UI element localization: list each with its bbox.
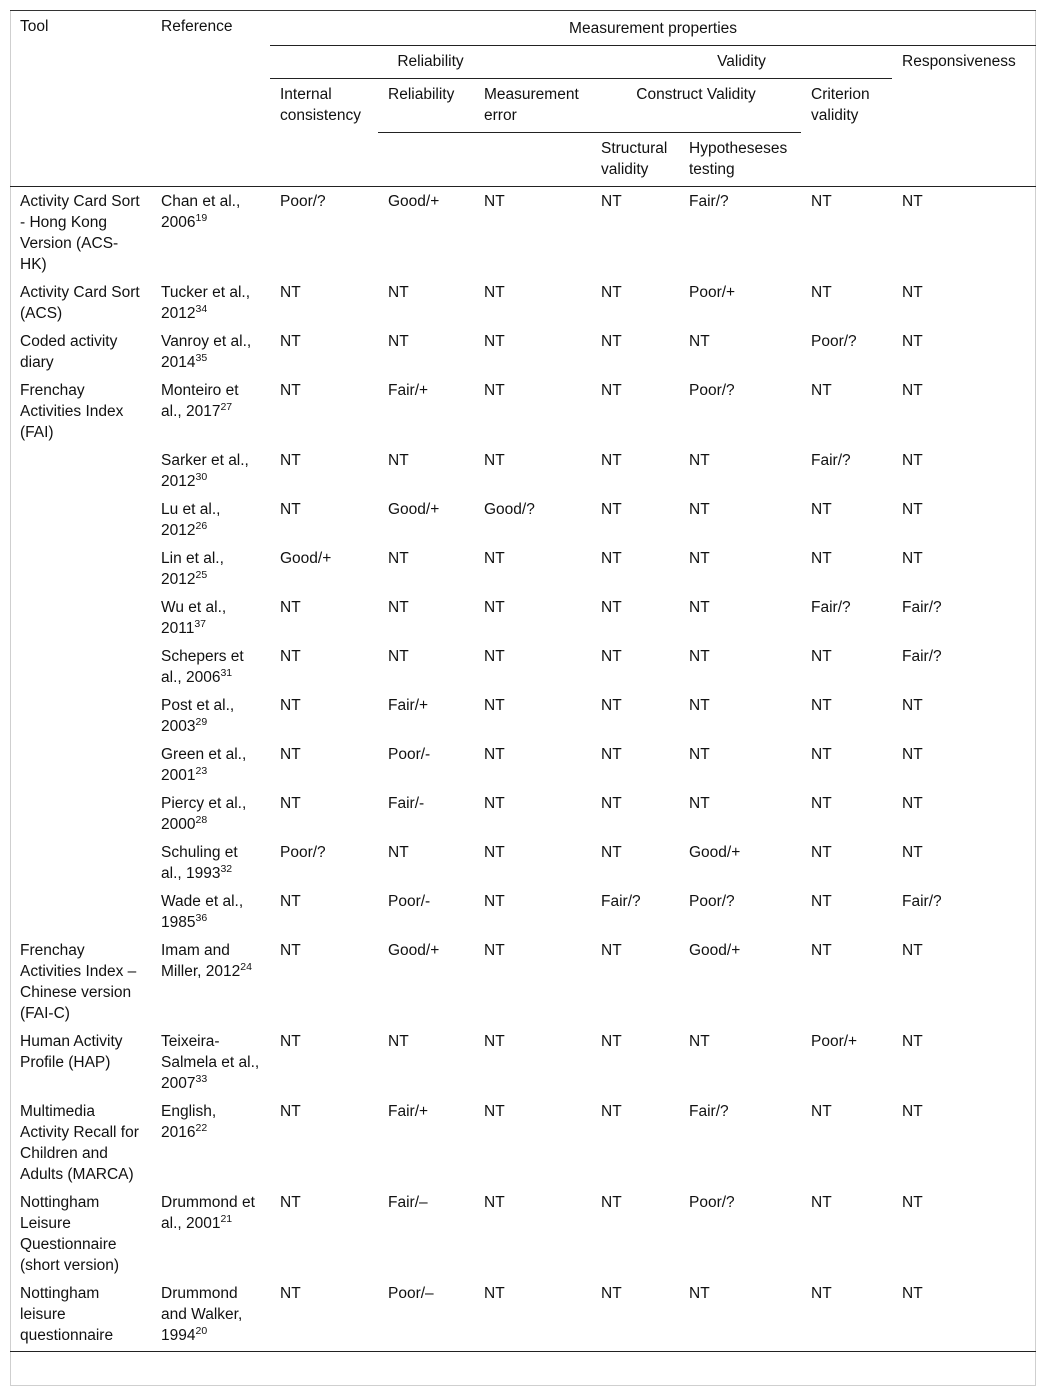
reference-text: Tucker et al., 2012: [161, 284, 251, 322]
table-row: [10, 278, 1036, 327]
structural-validity-cell: Fair/?: [601, 893, 641, 910]
table-row: [10, 187, 1036, 279]
reference-text: Post et al., 2003: [161, 697, 235, 735]
citation-number: 32: [220, 862, 233, 875]
reference-text: Sarker et al., 2012: [161, 452, 249, 490]
table-row: [10, 446, 1036, 495]
tool-cell: Multimedia Activity Recall for Children and Adults (MARCA): [20, 1103, 139, 1183]
header-validity-group: Validity: [591, 46, 892, 79]
structural-validity-cell: NT: [601, 844, 622, 861]
header-reliability: Reliability: [378, 79, 474, 133]
hypotheses-testing-cell: NT: [689, 550, 710, 567]
criterion-validity-cell: NT: [811, 746, 832, 763]
structural-validity-cell: NT: [601, 1194, 622, 1211]
citation-number: 26: [195, 519, 208, 532]
header-criterion-validity: Criterion validity: [801, 79, 892, 187]
reference-cell: [151, 544, 270, 593]
reliability-cell: Poor/-: [388, 893, 431, 910]
internal-consistency-cell: NT: [280, 697, 301, 714]
reference-cell: [151, 593, 270, 642]
responsiveness-cell: NT: [902, 193, 923, 210]
internal-consistency-cell: NT: [280, 599, 301, 616]
criterion-validity-cell: NT: [811, 550, 832, 567]
structural-validity-cell: NT: [601, 697, 622, 714]
tool-cell: [10, 838, 151, 887]
table-row: [10, 887, 1036, 936]
header-reliability-group: Reliability: [270, 46, 591, 79]
citation-number: 21: [220, 1212, 233, 1225]
criterion-validity-cell: NT: [811, 844, 832, 861]
criterion-validity-cell: NT: [811, 795, 832, 812]
header-measurement-properties: Measurement properties: [270, 11, 1036, 46]
criterion-validity-cell: NT: [811, 382, 832, 399]
criterion-validity-cell: Poor/+: [811, 1033, 858, 1050]
citation-number: 20: [195, 1324, 208, 1337]
tool-cell: Coded activity diary: [20, 333, 118, 371]
hypotheses-testing-cell: NT: [689, 697, 710, 714]
table-row: [10, 544, 1036, 593]
reference-text: Schepers et al., 2006: [161, 648, 244, 686]
hypotheses-testing-cell: NT: [679, 1279, 801, 1352]
measurement-error-cell: Good/?: [484, 501, 535, 518]
tool-cell: [10, 495, 151, 544]
internal-consistency-cell: Poor/?: [280, 844, 326, 861]
criterion-validity-cell: NT: [811, 193, 832, 210]
internal-consistency-cell: NT: [280, 1103, 301, 1120]
internal-consistency-cell: NT: [280, 382, 301, 399]
reference-cell: [151, 187, 270, 279]
table-row: [10, 1188, 1036, 1279]
responsiveness-cell: NT: [902, 550, 923, 567]
reliability-cell: NT: [388, 284, 409, 301]
reference-text: Wu et al., 2011: [161, 599, 227, 637]
criterion-validity-cell: NT: [811, 284, 832, 301]
structural-validity-cell: NT: [601, 284, 622, 301]
responsiveness-cell: NT: [902, 697, 923, 714]
table-row: [10, 593, 1036, 642]
criterion-validity-cell: NT: [811, 648, 832, 665]
responsiveness-cell: Fair/?: [902, 893, 942, 910]
hypotheses-testing-cell: NT: [689, 599, 710, 616]
measurement-error-cell: NT: [484, 193, 505, 210]
internal-consistency-cell: NT: [280, 284, 301, 301]
reliability-cell: Fair/-: [388, 795, 425, 812]
hypotheses-testing-cell: Good/+: [689, 942, 741, 959]
structural-validity-cell: NT: [601, 746, 622, 763]
reference-text: Chan et al., 2006: [161, 193, 241, 231]
criterion-validity-cell: Fair/?: [811, 452, 851, 469]
hypotheses-testing-cell: NT: [689, 333, 710, 350]
reference-text: Lin et al., 2012: [161, 550, 224, 588]
table-body: [10, 187, 1036, 1352]
internal-consistency-cell: NT: [280, 452, 301, 469]
citation-number: 25: [195, 568, 208, 581]
tool-cell: Human Activity Profile (HAP): [20, 1033, 123, 1071]
responsiveness-cell: NT: [902, 1103, 923, 1120]
measurement-error-cell: NT: [484, 333, 505, 350]
reference-cell: [151, 376, 270, 446]
citation-number: 23: [195, 764, 208, 777]
criterion-validity-cell: Fair/?: [811, 599, 851, 616]
reliability-cell: Good/+: [388, 501, 440, 518]
criterion-validity-cell: NT: [811, 501, 832, 518]
internal-consistency-cell: Good/+: [280, 550, 332, 567]
reliability-cell: NT: [388, 550, 409, 567]
measurement-error-cell: NT: [484, 844, 505, 861]
measurement-error-cell: NT: [484, 795, 505, 812]
header-reference: Reference: [151, 11, 270, 187]
hypotheses-testing-cell: NT: [689, 648, 710, 665]
table-row: [10, 691, 1036, 740]
reference-cell: [151, 740, 270, 789]
header-measurement-error: Measurement error: [474, 79, 591, 133]
criterion-validity-cell: Poor/?: [811, 333, 857, 350]
reference-text: Schuling et al., 1993: [161, 844, 238, 882]
table-row: [10, 495, 1036, 544]
structural-validity-cell: NT: [591, 1279, 679, 1352]
reliability-cell: Fair/+: [388, 1103, 429, 1120]
citation-number: 22: [195, 1121, 208, 1134]
hypotheses-testing-cell: Good/+: [689, 844, 741, 861]
header-empty-reliability: [378, 133, 474, 187]
reliability-cell: Poor/–: [378, 1279, 474, 1352]
measurement-error-cell: NT: [484, 599, 505, 616]
responsiveness-cell: NT: [902, 746, 923, 763]
hypotheses-testing-cell: Poor/?: [689, 382, 735, 399]
structural-validity-cell: NT: [601, 193, 622, 210]
criterion-validity-cell: NT: [811, 893, 832, 910]
structural-validity-cell: NT: [601, 942, 622, 959]
citation-number: 34: [195, 302, 208, 315]
structural-validity-cell: NT: [601, 795, 622, 812]
internal-consistency-cell: NT: [270, 1279, 378, 1352]
citation-number: 28: [195, 813, 208, 826]
responsiveness-cell: NT: [902, 795, 923, 812]
reference-cell: [151, 1279, 270, 1352]
criterion-validity-cell: NT: [811, 697, 832, 714]
measurement-error-cell: NT: [484, 1033, 505, 1050]
internal-consistency-cell: NT: [280, 1033, 301, 1050]
tool-cell: [10, 740, 151, 789]
structural-validity-cell: NT: [601, 648, 622, 665]
hypotheses-testing-cell: NT: [689, 795, 710, 812]
reference-cell: [151, 1188, 270, 1279]
criterion-validity-cell: NT: [811, 1194, 832, 1211]
citation-number: 19: [195, 211, 208, 224]
hypotheses-testing-cell: NT: [689, 746, 710, 763]
reference-cell: [151, 789, 270, 838]
structural-validity-cell: NT: [601, 550, 622, 567]
tool-cell: [10, 593, 151, 642]
measurement-error-cell: NT: [474, 1279, 591, 1352]
table-row: [10, 740, 1036, 789]
measurement-error-cell: NT: [484, 648, 505, 665]
measurement-error-cell: NT: [484, 382, 505, 399]
hypotheses-testing-cell: Fair/?: [689, 1103, 729, 1120]
reference-cell: [151, 691, 270, 740]
reference-text: Teixeira-Salmela et al., 2007: [161, 1033, 260, 1092]
hypotheses-testing-cell: NT: [689, 452, 710, 469]
internal-consistency-cell: NT: [280, 648, 301, 665]
table-row: [10, 936, 1036, 1027]
responsiveness-cell: NT: [902, 382, 923, 399]
structural-validity-cell: NT: [601, 1033, 622, 1050]
table-row: [10, 642, 1036, 691]
reference-cell: [151, 446, 270, 495]
internal-consistency-cell: NT: [280, 942, 301, 959]
internal-consistency-cell: Poor/?: [280, 193, 326, 210]
responsiveness-cell: NT: [902, 844, 923, 861]
structural-validity-cell: NT: [601, 333, 622, 350]
reliability-cell: Fair/+: [388, 697, 429, 714]
tool-cell: [10, 544, 151, 593]
tool-cell: Nottingham Leisure Questionnaire (short version): [20, 1194, 120, 1274]
tool-cell: [10, 446, 151, 495]
measurement-error-cell: NT: [484, 452, 505, 469]
reliability-cell: Poor/-: [388, 746, 431, 763]
reference-cell: [151, 936, 270, 1027]
reference-text: Drummond et al., 2001: [161, 1194, 255, 1232]
tool-cell: Frenchay Activities Index (FAI): [20, 382, 124, 441]
hypotheses-testing-cell: Poor/?: [689, 1194, 735, 1211]
table-row: [10, 1027, 1036, 1097]
citation-number: 37: [194, 617, 207, 630]
reference-text: Wade et al., 1985: [161, 893, 244, 931]
header-empty-measurement-error: [474, 133, 591, 187]
header-structural-validity: Structural validity: [591, 133, 679, 187]
internal-consistency-cell: NT: [280, 1194, 301, 1211]
responsiveness-cell: Fair/?: [902, 648, 942, 665]
table-row: [10, 1097, 1036, 1188]
reliability-cell: Fair/+: [388, 382, 429, 399]
citation-number: 24: [240, 960, 252, 973]
tool-cell: Activity Card Sort - Hong Kong Version (ACS-HK): [20, 193, 140, 273]
measurement-error-cell: NT: [484, 697, 505, 714]
header-responsiveness: Responsiveness: [892, 46, 1036, 187]
citation-number: 36: [195, 911, 208, 924]
reference-text: English, 2016: [161, 1103, 217, 1141]
measurement-error-cell: NT: [484, 550, 505, 567]
internal-consistency-cell: NT: [280, 333, 301, 350]
tool-cell: [10, 887, 151, 936]
reference-text: Imam and Miller, 2012: [161, 942, 241, 980]
measurement-error-cell: NT: [484, 942, 505, 959]
responsiveness-cell: NT: [902, 452, 923, 469]
internal-consistency-cell: NT: [280, 746, 301, 763]
measurement-error-cell: NT: [484, 1194, 505, 1211]
reliability-cell: Fair/–: [388, 1194, 428, 1211]
table-row: [10, 376, 1036, 446]
tool-cell: [10, 691, 151, 740]
reference-cell: [151, 278, 270, 327]
reference-cell: [151, 1097, 270, 1188]
measurement-error-cell: NT: [484, 746, 505, 763]
citation-number: 30: [195, 470, 208, 483]
table-row: [10, 1279, 1036, 1352]
structural-validity-cell: NT: [601, 501, 622, 518]
header-construct-validity: Construct Validity: [591, 79, 801, 133]
internal-consistency-cell: NT: [280, 795, 301, 812]
citation-number: 31: [220, 666, 233, 679]
reference-text: Green et al., 2001: [161, 746, 247, 784]
reliability-cell: NT: [388, 1033, 409, 1050]
reference-cell: [151, 1027, 270, 1097]
reference-text: Piercy et al., 2000: [161, 795, 247, 833]
reference-text: Lu et al., 2012: [161, 501, 221, 539]
responsiveness-cell: NT: [902, 1033, 923, 1050]
responsiveness-cell: NT: [902, 942, 923, 959]
table-row: [10, 327, 1036, 376]
responsiveness-cell: NT: [902, 284, 923, 301]
reliability-cell: Good/+: [388, 942, 440, 959]
reference-cell: [151, 495, 270, 544]
criterion-validity-cell: NT: [801, 1279, 892, 1352]
reliability-cell: Good/+: [388, 193, 440, 210]
tool-cell: Nottingham leisure questionnaire: [10, 1279, 151, 1352]
reference-text: Vanroy et al., 2014: [161, 333, 252, 371]
internal-consistency-cell: NT: [280, 501, 301, 518]
citation-number: 27: [220, 400, 233, 413]
measurement-properties-table: [10, 10, 1036, 1352]
measurement-error-cell: NT: [484, 1103, 505, 1120]
tool-cell: [10, 642, 151, 691]
header-tool: Tool: [10, 11, 151, 187]
hypotheses-testing-cell: Poor/+: [689, 284, 736, 301]
structural-validity-cell: NT: [601, 452, 622, 469]
criterion-validity-cell: NT: [811, 1103, 832, 1120]
reliability-cell: NT: [388, 648, 409, 665]
reference-text: Monteiro et al., 2017: [161, 382, 239, 420]
table-header: [10, 11, 1036, 187]
structural-validity-cell: NT: [601, 382, 622, 399]
measurement-error-cell: NT: [484, 284, 505, 301]
citation-number: 29: [195, 715, 208, 728]
reference-cell: [151, 642, 270, 691]
criterion-validity-cell: NT: [811, 942, 832, 959]
hypotheses-testing-cell: NT: [689, 1033, 710, 1050]
responsiveness-cell: NT: [902, 1194, 923, 1211]
citation-number: 33: [195, 1072, 208, 1085]
responsiveness-cell: NT: [902, 501, 923, 518]
reference-cell: [151, 327, 270, 376]
header-hypotheses-testing: Hypotheseses testing: [679, 133, 801, 187]
table-row: [10, 789, 1036, 838]
reference-cell: [151, 887, 270, 936]
table-row: [10, 838, 1036, 887]
internal-consistency-cell: NT: [280, 893, 301, 910]
responsiveness-cell: NT: [892, 1279, 1036, 1352]
structural-validity-cell: NT: [601, 1103, 622, 1120]
tool-cell: Frenchay Activities Index – Chinese version (FAI-C): [20, 942, 137, 1022]
tool-cell: Activity Card Sort (ACS): [20, 284, 140, 322]
reliability-cell: NT: [388, 452, 409, 469]
reliability-cell: NT: [388, 333, 409, 350]
citation-number: 35: [195, 351, 208, 364]
tool-cell: [10, 789, 151, 838]
reference-cell: [151, 838, 270, 887]
reliability-cell: NT: [388, 844, 409, 861]
measurement-error-cell: NT: [484, 893, 505, 910]
reference-text: Drummond and Walker, 1994: [161, 1285, 243, 1344]
hypotheses-testing-cell: Fair/?: [689, 193, 729, 210]
structural-validity-cell: NT: [601, 599, 622, 616]
hypotheses-testing-cell: NT: [689, 501, 710, 518]
hypotheses-testing-cell: Poor/?: [689, 893, 735, 910]
responsiveness-cell: Fair/?: [902, 599, 942, 616]
header-internal-consistency: Internal consistency: [270, 79, 378, 187]
responsiveness-cell: NT: [902, 333, 923, 350]
reliability-cell: NT: [388, 599, 409, 616]
